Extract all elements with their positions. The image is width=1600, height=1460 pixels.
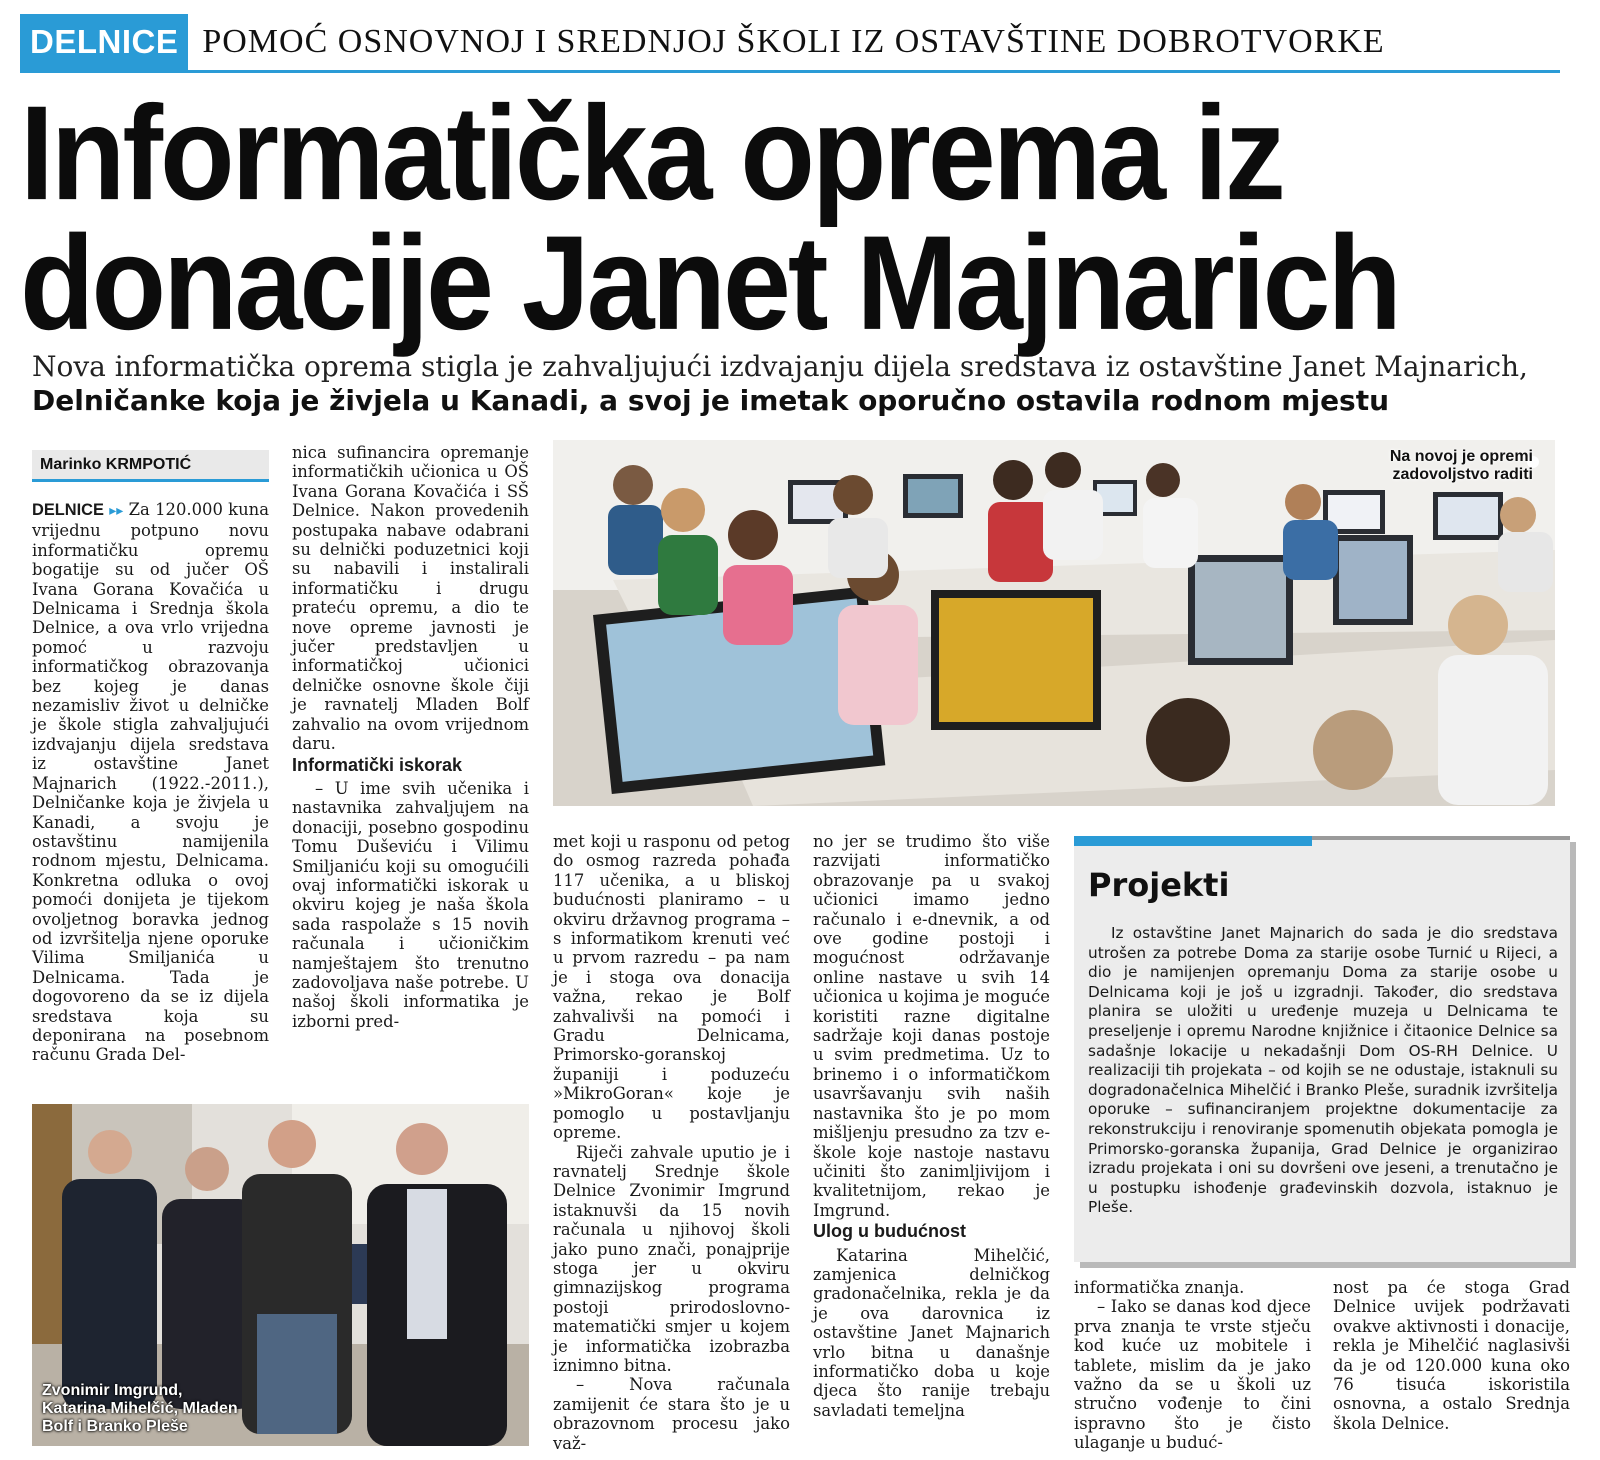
- officials-photo: [32, 1104, 529, 1446]
- small-caption-line-1: Zvonimir Imgrund,: [42, 1382, 183, 1399]
- col6-paragraph-1: nost pa će stoga Grad Delnice uvijek podržavati ovakve aktivnosti i donacije, rekla je Mihelčić naglasivši da je od 120.000 kuna oko 76 tisuća iskoristila osnovna, a ostalo Srednja škola Delnice.: [1333, 1278, 1570, 1433]
- classroom-photo-illustration: [553, 440, 1555, 806]
- lead-regular: Nova informatička oprema stigla je zahvaljujući izdvajanju dijela sredstava iz ostavštine Janet Majnarich,: [32, 350, 1528, 383]
- headline-line-1: Informatička oprema iz: [20, 78, 1283, 228]
- col1-text: Za 120.000 kuna vrijednu potpuno novu informatičku opremu bogatije su od jučer OŠ Ivana Gorana Kovačića u Delnicama i Srednja škola Delnice, a ova vrlo vrijedna pomoć u razvoju informatičkog obrazovanja bez kojeg je danas nezamisliv život u delničke je škole stigla zahvaljujući izdvajanju dijela sredstava iz ostavštine Janet Majnarich (1922.-2011.), Delničanke koja je živjela u Kanadi, a svoju je ostavštinu namijenila rodnom mjestu, Delnicama. Konkretna odluka o ovoj pomoći donijeta je tijekom ovoljetnog boravka jednog od izvršitelja njene oporuke Vilima Smiljanića u Delnicama. Tada je dogovoreno da se iz dijela sredstava koja su deponirana na posebnom računu Grada Del-: [32, 500, 269, 1065]
- col4-paragraph-1: no jer se trudimo što više razvijati informatičko obrazovanje pa u svakoj učionici imamo jedno računalo i e-dnevnik, a od ove godine postoji i mogućnost održavanje online nastave u svih 14 učionica u kojima je moguće koristiti razne digitalne sadržaje koji danas postoje u svim predmetima. Uz to brinemo i o informatičkom usavršavanju svih naših nastavnika što je po mom mišljenju presudno za tzv e-škole koje nastoje nastavu učiniti što zanimljivijom i kvalitetnijom, rekao je Imgrund.: [813, 832, 1050, 1220]
- section-header: [20, 14, 1560, 73]
- small-photo-caption: [42, 1382, 238, 1436]
- article-column-1: [32, 500, 269, 1065]
- col4-paragraph-2: Katarina Mihelčić, zamjenica delničkog gradonačelnika, rekla je da je ova darovnica iz ostavštine Janet Majnarich vrlo bitna u današnje informatičko doba u koje djeca što ranije trebaju savladati temeljna: [813, 1245, 1050, 1420]
- col5-paragraph-1: informatička znanja.: [1074, 1278, 1245, 1297]
- headline: [20, 78, 1580, 358]
- small-caption-line-3: Bolf i Branko Pleše: [42, 1418, 188, 1435]
- article-column-4: [813, 832, 1050, 1420]
- article-column-2: [292, 443, 529, 1031]
- box-text: Iz ostavštine Janet Majnarich do sada je dio sredstava utrošen za potrebe Doma za starije osobe Turnić u Rijeci, a dio je namijenjen opremanju Doma za starije osobe u Delnicama koji je još u izgradnji. Također, dio sredstava planira se uložiti u uređenje muzeja u Delnicama te preseljenje i opremu Narodne knjižnice i čitaonice Delnice sa sadašnje lokacije u nekadašnji Dom OS-RH Delnice. U realizaciji tih projekata – od kojih se ne odustaje, istaknuli su dogradonačelnica Mihelčić i Branko Pleše, suradnik izvršitelja oporuke – sufinanciranjem projektne dokumentacije za rekonstrukciju i renoviranje spomenutih objekata pomogla je Primorsko-goranska županija, Grad Delnice je organizirao izradu projekata i oni su dovršeni ove jeseni, a trenutačno je u postupku ishođenje građevinskih dozvola, istaknuo je Pleše.: [1088, 924, 1558, 1217]
- kicker-title: POMOĆ OSNOVNOJ I SREDNJOJ ŠKOLI IZ OSTAVŠTINE DOBROTVORKE: [202, 23, 1385, 60]
- byline: Marinko KRMPOTIĆ: [32, 450, 269, 482]
- section-tag: DELNICE: [20, 14, 188, 70]
- col3-paragraph-1: met koji u rasponu od petog do osmog razreda pohađa 117 učenika, a u bliskoj budućnosti planiramo – u okviru državnog programa – s informatikom krenuti već u prvom razredu – pa nam je i stoga ova donacija važna, rekao je Bolf zahvalivši na pomoći i Gradu Delnicama, Primorsko-goranskoj županiji i poduzeću »MikroGoran« koje je pomoglo u postavljanju opreme.: [553, 832, 790, 1143]
- main-photo-caption: [1390, 448, 1533, 484]
- col2-paragraph-2: – U ime svih učenika i nastavnika zahvaljujem na donaciji, posebno gospodinu Tomu Duševiću i Vilimu Smiljaniću koji su omogućili ovaj informatički iskorak u okviru kojeg je naša škola sada raspolaže s 15 novih računala i učioničkim namještajem što trenutno zadovoljava naše potrebe. U našoj školi informatika je izborni pred-: [292, 778, 529, 1031]
- col2-paragraph-1: nica sufinancira opremanje informatičkih učionica u OŠ Ivana Gorana Kovačića i SŠ Delnice. Nakon provedenih postupaka nabave odabrani su delnički poduzetnici koji su nabavili i instalirali informatičku i drugu prateću opremu, a dio te nove opreme javnosti je jučer predstavljen u informatičkoj učionici delničke osnovne škole čiji je ravnatelj Mladen Bolf zahvalio na ovom vrijednom daru.: [292, 443, 529, 754]
- dateline-arrow-icon: ▸▸: [109, 503, 124, 519]
- subhead-ulog-u-buducnost: Ulog u budućnost: [813, 1221, 966, 1242]
- article-column-3: [553, 832, 790, 1453]
- small-caption-line-2: Katarina Mihelčić, Mladen: [42, 1400, 238, 1417]
- dateline: DELNICE: [32, 501, 104, 519]
- col5-paragraph-2: – Iako se danas kod djece prva znanja te vrste stječu kod kuće uz mobitele i tablete, mislim da je jako važno da se u školi uz stručno vođenje to čini ispravno što je čisto ulaganje u buduć-: [1074, 1297, 1311, 1453]
- subhead-informaticki-iskorak: Informatički iskorak: [292, 754, 463, 775]
- lead-bold: Delničanke koja je živjela u Kanadi, a svoj je imetak oporučno ostavila rodnom mjestu: [32, 384, 1390, 417]
- main-caption-line-1: Na novoj je opremi: [1389, 448, 1533, 465]
- headline-line-2: donacije Janet Majnarich: [20, 207, 1399, 358]
- lead-paragraph: [32, 350, 1572, 418]
- box-title: Projekti: [1088, 866, 1230, 904]
- article-column-5: [1074, 1278, 1311, 1453]
- box-accent-bar: [1074, 836, 1312, 846]
- sidebar-box-projekti: [1074, 836, 1570, 1262]
- classroom-photo: [553, 440, 1555, 806]
- article-column-6: [1333, 1278, 1570, 1433]
- col3-paragraph-3: – Nova računala zamijenit će stara što je u obrazovnom procesu jako važ-: [553, 1375, 790, 1453]
- col3-paragraph-2: Riječi zahvale uputio je i ravnatelj Srednje škole Delnice Zvonimir Imgrund istaknuvši da 15 novih računala u njihovoj školi jako puno znači, ponajprije stoga jer u okviru gimnazijskog programa postoji prirodoslovno-matematički smjer u kojem je informatička izobrazba iznimno bitna.: [553, 1142, 790, 1375]
- main-caption-line-2: zadovoljstvo raditi: [1392, 466, 1533, 483]
- col1-paragraph: [32, 500, 269, 1065]
